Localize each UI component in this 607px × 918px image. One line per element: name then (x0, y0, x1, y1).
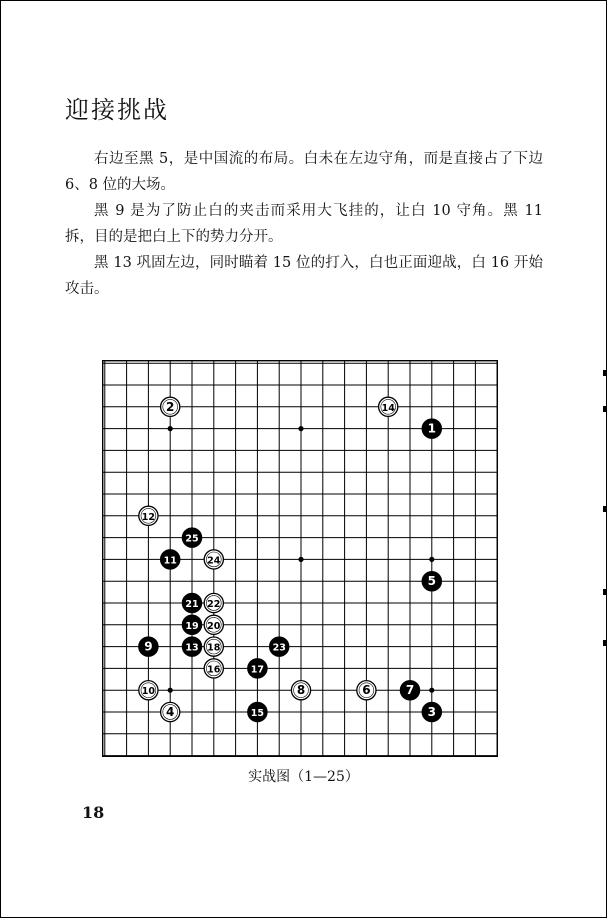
stone-number-label: 9 (144, 639, 153, 654)
chapter-title: 迎接挑战 (65, 96, 169, 124)
stone-7 (400, 681, 419, 700)
stone-13 (182, 637, 201, 656)
star-point (429, 688, 434, 693)
star-point (168, 688, 173, 693)
stone-14 (379, 397, 398, 416)
stone-number-label: 7 (405, 683, 415, 698)
stone-number-label: 13 (185, 642, 199, 654)
star-point (298, 426, 303, 431)
stone-3 (422, 702, 441, 721)
body-text (65, 146, 543, 302)
stone-number-label: 1 (427, 421, 436, 436)
stone-23 (270, 637, 289, 656)
stone-16 (204, 659, 223, 678)
stone-number-label: 19 (185, 620, 199, 632)
stone-number-label: 5 (427, 574, 436, 589)
stone-15 (248, 702, 267, 721)
stone-number-label: 12 (141, 511, 156, 523)
star-point (429, 557, 434, 562)
page-number: 18 (82, 803, 105, 822)
edge-mark (603, 506, 606, 512)
stone-2 (161, 397, 180, 416)
stone-number-label: 21 (185, 599, 199, 610)
stone-17 (248, 659, 267, 678)
edge-mark (603, 589, 606, 595)
star-point (298, 557, 303, 562)
star-point (168, 426, 173, 431)
stone-10 (139, 681, 158, 700)
stone-9 (139, 637, 158, 656)
stone-number-label: 20 (207, 620, 221, 632)
paragraph-1: 右边至黑 5，是中国流的布局。白未在左边守角，而是直接占了下边 6、8 位的大场。 (65, 151, 543, 193)
go-board-figure (102, 360, 498, 757)
paragraph-2: 黑 9 是为了防止白的夹击而采用大飞挂的，让白 10 守角。黑 11 拆，目的是把白上下的势力分开。 (65, 203, 543, 245)
stone-18 (204, 637, 223, 656)
stone-number-label: 25 (185, 533, 199, 545)
figure-caption: 实战图（1—25） (248, 769, 359, 785)
stone-6 (357, 681, 376, 700)
stone-number-label: 17 (250, 664, 265, 676)
stone-number-label: 24 (207, 555, 221, 567)
stone-number-label: 10 (141, 686, 156, 698)
stone-number-label: 16 (207, 664, 221, 676)
stone-19 (182, 615, 201, 634)
stone-number-label: 4 (166, 705, 175, 719)
stone-25 (182, 528, 201, 547)
go-board (102, 360, 498, 757)
stone-number-label: 22 (207, 599, 221, 610)
edge-mark (603, 370, 606, 376)
stone-21 (182, 593, 201, 612)
stone-number-label: 8 (296, 683, 306, 698)
stone-number-label: 14 (381, 402, 395, 414)
stone-12 (139, 506, 158, 525)
stone-22 (204, 593, 223, 612)
stone-number-label: 3 (427, 705, 436, 719)
stone-20 (204, 615, 223, 634)
stone-number-label: 6 (362, 683, 371, 698)
stone-8 (291, 681, 310, 700)
stone-number-label: 11 (163, 555, 177, 567)
stone-4 (161, 702, 180, 721)
edge-mark (603, 406, 606, 412)
paragraph-3: 黑 13 巩固左边，同时瞄着 15 位的打入，白也正面迎战，白 16 开始攻击。 (65, 255, 543, 297)
stone-5 (422, 572, 441, 591)
stone-1 (422, 419, 441, 438)
stone-number-label: 2 (166, 399, 175, 414)
stone-number-label: 18 (207, 642, 221, 654)
edge-mark (603, 640, 606, 646)
stone-number-label: 23 (272, 642, 286, 654)
stone-number-label: 15 (250, 708, 265, 719)
stone-24 (204, 550, 223, 569)
stone-11 (161, 550, 180, 569)
